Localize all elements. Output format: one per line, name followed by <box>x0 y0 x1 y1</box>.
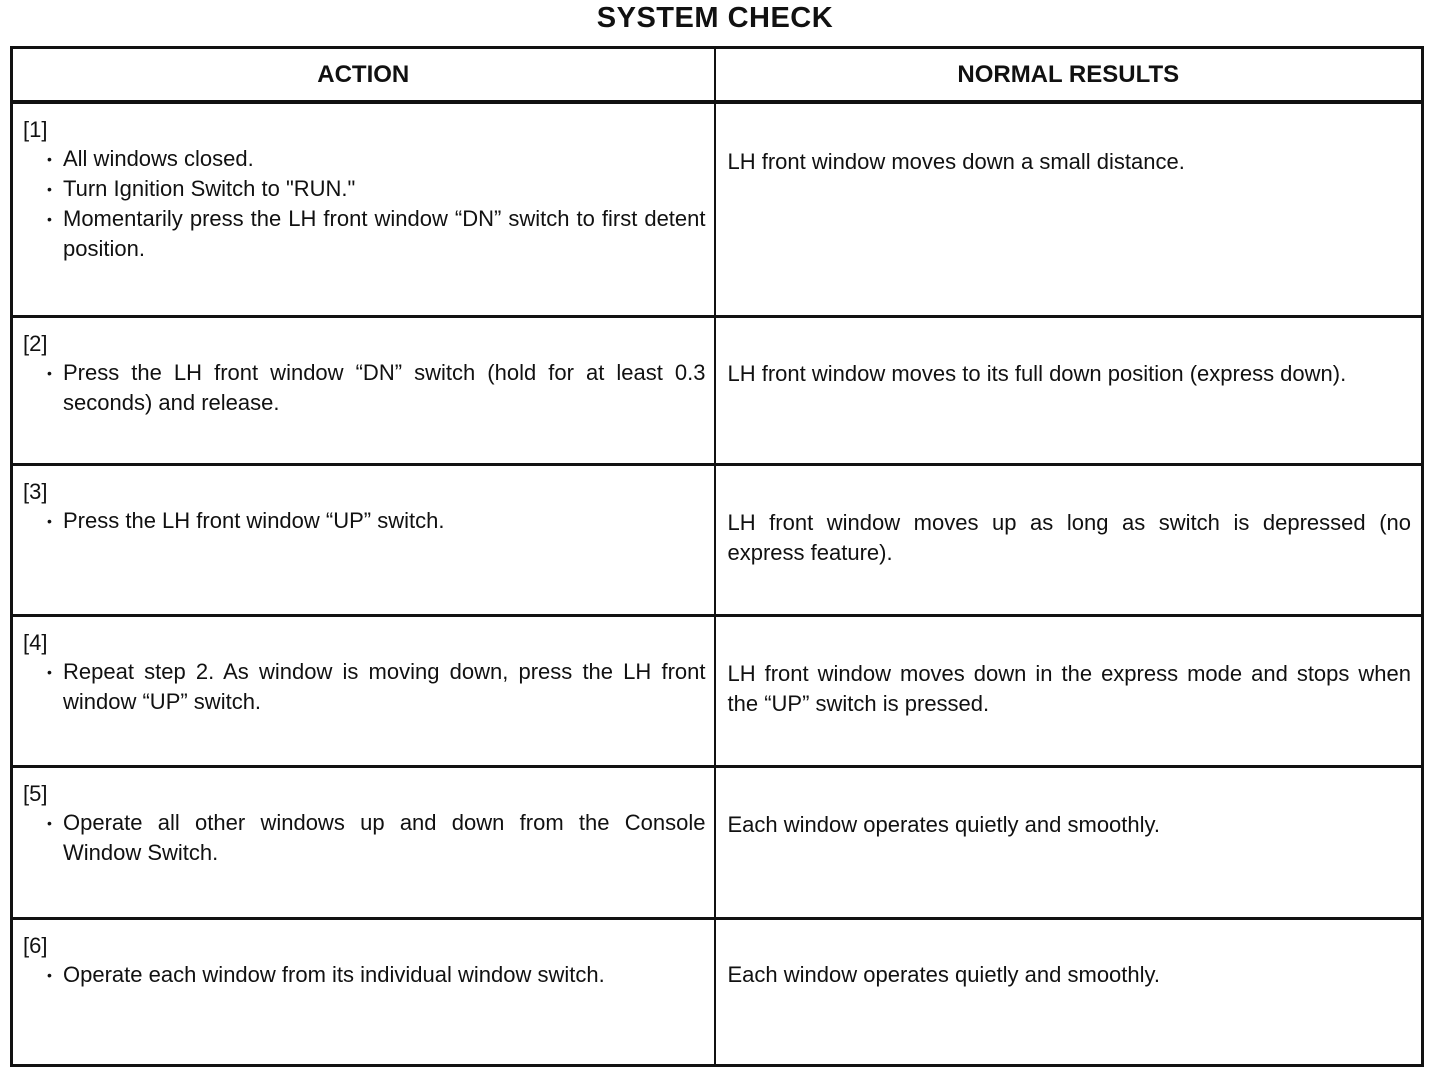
table-row <box>12 767 1423 919</box>
result-cell: LH front window moves to its full down position (express down). <box>715 317 1423 465</box>
action-item: • All windows closed. <box>47 144 706 174</box>
action-item: • Momentarily press the LH front window “DN” switch to first detent position. <box>47 204 706 264</box>
table-row <box>12 919 1423 1066</box>
action-list <box>23 506 706 536</box>
table-row <box>12 102 1423 317</box>
result-cell: Each window operates quietly and smoothly. <box>715 767 1423 919</box>
action-cell <box>12 919 715 1066</box>
result-cell: LH front window moves up as long as switch is depressed (no express feature). <box>715 465 1423 616</box>
action-item: • Repeat step 2. As window is moving down, press the LH front window “UP” switch. <box>47 657 706 717</box>
action-cell <box>12 102 715 317</box>
action-cell <box>12 317 715 465</box>
page-title: SYSTEM CHECK <box>596 2 834 34</box>
action-item: • Press the LH front window “DN” switch (hold for at least 0.3 seconds) and release. <box>47 358 706 418</box>
action-item: • Operate all other windows up and down from the Console Window Switch. <box>47 808 706 868</box>
action-list <box>23 808 706 868</box>
step-number: [2] <box>23 331 48 356</box>
result-cell: LH front window moves down a small distance. <box>715 102 1423 317</box>
action-list <box>23 144 706 264</box>
action-item: • Turn Ignition Switch to "RUN." <box>47 174 706 204</box>
table-row <box>12 616 1423 767</box>
column-header-normal-results: NORMAL RESULTS <box>715 48 1423 103</box>
column-header-action: ACTION <box>12 48 715 103</box>
action-cell <box>12 767 715 919</box>
action-list <box>23 657 706 717</box>
step-number: [3] <box>23 479 48 504</box>
table-row <box>12 317 1423 465</box>
step-number: [5] <box>23 781 48 806</box>
step-number: [4] <box>23 630 48 655</box>
action-cell <box>12 465 715 616</box>
step-number: [6] <box>23 933 48 958</box>
action-cell <box>12 616 715 767</box>
table-header-row <box>12 48 1423 103</box>
step-number: [1] <box>23 117 48 142</box>
action-list <box>23 358 706 418</box>
action-list <box>23 960 706 990</box>
table-row <box>12 465 1423 616</box>
action-item: • Operate each window from its individual window switch. <box>47 960 706 990</box>
system-check-table <box>10 46 1424 1067</box>
action-item: • Press the LH front window “UP” switch. <box>47 506 706 536</box>
result-cell: LH front window moves down in the express mode and stops when the “UP” switch is pressed. <box>715 616 1423 767</box>
result-cell: Each window operates quietly and smoothly. <box>715 919 1423 1066</box>
